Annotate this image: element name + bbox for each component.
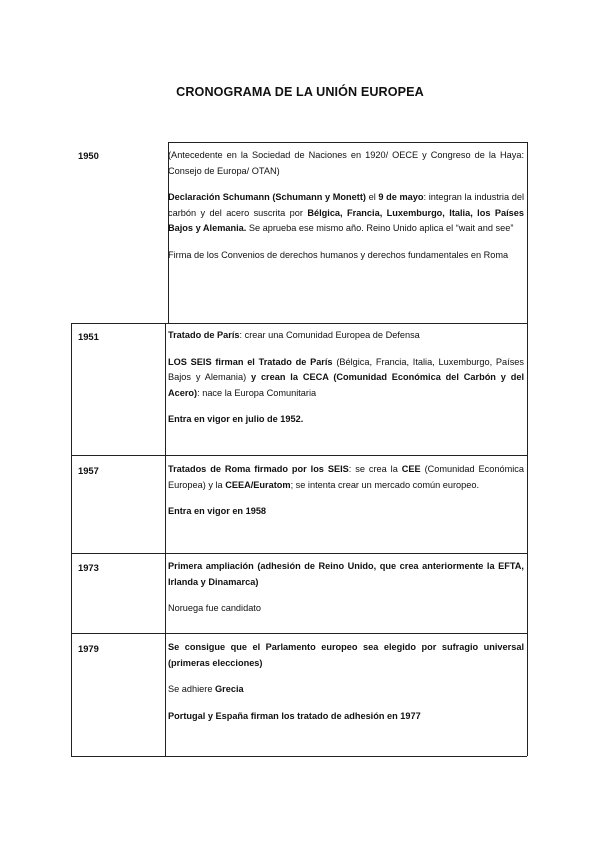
- table-row-divider: [71, 455, 527, 456]
- table-row-divider: [71, 553, 527, 554]
- year-1979: 1979: [78, 643, 99, 654]
- table-row-divider: [71, 633, 527, 634]
- page-title: CRONOGRAMA DE LA UNIÓN EUROPEA: [176, 85, 424, 99]
- table-bottom-border: [71, 756, 527, 757]
- event-cell-1979: [168, 640, 524, 735]
- paragraph: Se consigue que el Parlamento europeo sea elegido por sufragio universal (primeras elecciones): [168, 642, 524, 668]
- paragraph: Declaración Schumann (Schumann y Monett) el 9 de mayo: integran la industria del carbón y del acero suscrita por Bélgica, Francia, Luxemburgo, Italia, los Países Bajos y Alemania. Se aprueba ese mismo año. Reino Unido aplica el “wait and see”: [168, 192, 524, 234]
- event-cell-1957: [168, 462, 524, 531]
- event-cell-1973: [168, 559, 524, 628]
- paragraph: Entra en vigor en 1958: [168, 506, 267, 517]
- table-outer-left-border: [71, 323, 72, 756]
- paragraph: Primera ampliación (adhesión de Reino Unido, que crea anteriormente la EFTA, Irlanda y Dinamarca): [168, 561, 524, 587]
- paragraph: Tratados de Roma firmado por los SEIS: se crea la CEE (Comunidad Económica Europea) y la CEEA/Euratom; se intenta crear un mercado común europeo.: [168, 464, 524, 490]
- year-1950: 1950: [78, 150, 99, 161]
- year-1957: 1957: [78, 465, 99, 476]
- event-cell-1951: [168, 328, 524, 439]
- table-top-border: [168, 142, 527, 143]
- year-1951: 1951: [78, 331, 99, 342]
- paragraph: Entra en vigor en julio de 1952.: [168, 414, 304, 425]
- paragraph: Firma de los Convenios de derechos humanos y derechos fundamentales en Roma: [168, 249, 509, 260]
- paragraph: Se adhiere Grecia: [168, 684, 244, 695]
- table-right-border: [527, 142, 528, 756]
- paragraph: (Antecedente en la Sociedad de Naciones en 1920/ OECE y Congreso de la Haya: Consejo de Europa/ OTAN): [168, 150, 524, 176]
- paragraph: Portugal y España firman los tratado de adhesión en 1977: [168, 710, 421, 721]
- paragraph: LOS SEIS firman el Tratado de París (Bélgica, Francia, Italia, Luxemburgo, Países Bajos y Alemania) y crean la CECA (Comunidad Económica del Carbón y del Acero): nace la Europa Comunitaria: [168, 356, 525, 398]
- year-1973: 1973: [78, 562, 99, 573]
- paragraph: Tratado de París: crear una Comunidad Europea de Defensa: [168, 330, 420, 340]
- event-cell-1950: [168, 148, 524, 275]
- table-row-divider: [71, 323, 527, 324]
- paragraph: Noruega fue candidato: [168, 603, 261, 614]
- table-column-divider: [165, 323, 166, 756]
